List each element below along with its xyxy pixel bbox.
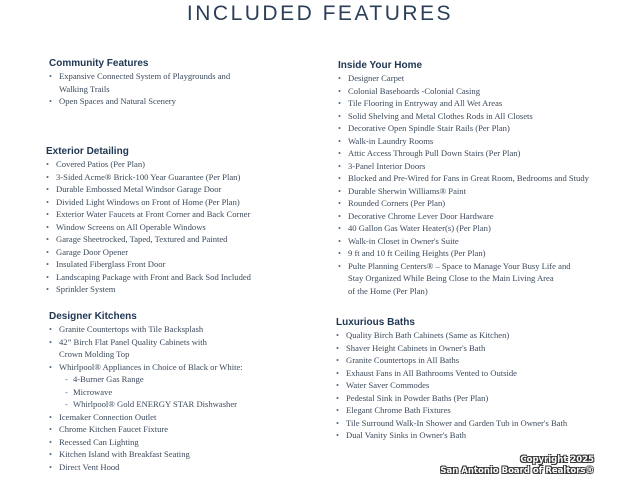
list-item — [338, 247, 589, 260]
list-item-text: Tile Flooring in Entryway and All Wet Areas — [348, 98, 503, 108]
list-item — [49, 436, 243, 449]
list-item-text: Solid Shelving and Metal Clothes Rods in All Closets — [348, 110, 533, 121]
section-community-features — [49, 58, 230, 108]
list-item-text: Granite Countertops with Tile Backsplash — [59, 324, 204, 334]
list-item-text: Attic Access Through Pull Down Stairs (Per Plan) — [348, 148, 521, 158]
list-item — [336, 429, 567, 442]
list-item-text: Chrome Kitchen Faucet Fixture — [59, 424, 169, 434]
list-item — [46, 196, 251, 209]
feature-list — [46, 158, 251, 296]
list-item — [46, 233, 251, 246]
list-item-text: Window Screens on All Operable Windows — [56, 221, 206, 232]
list-item-text: Garage Door Opener — [56, 246, 129, 257]
list-item — [49, 423, 243, 436]
list-item — [336, 417, 567, 430]
list-item — [49, 336, 243, 361]
list-item-text: Dual Vanity Sinks in Owner's Bath — [346, 430, 467, 440]
list-item-text: Elegant Chrome Bath Fixtures — [346, 405, 451, 415]
list-item — [46, 158, 251, 171]
list-item — [49, 323, 243, 336]
list-item-text: Walk-in Laundry Rooms — [348, 135, 434, 146]
list-item-text: Icemaker Connection Outlet — [59, 411, 157, 422]
section-exterior-detailing — [46, 146, 251, 296]
page-title: INCLUDED FEATURES — [186, 2, 454, 25]
list-item — [338, 260, 589, 298]
list-item-text: Quality Birch Bath Cabinets (Same as Kitchen) — [346, 330, 510, 340]
list-item — [49, 70, 230, 95]
list-item-text: Decorative Open Spindle Stair Rails (Per Plan) — [348, 123, 510, 133]
list-item-text: Exhaust Fans in All Bathrooms Vented to Outside — [346, 367, 517, 378]
list-item-text: Covered Patios (Per Plan) — [56, 159, 146, 169]
feature-list — [336, 329, 567, 442]
list-item-text: 9 ft and 10 ft Ceiling Heights (Per Plan) — [348, 248, 486, 258]
section-inside-your-home — [338, 60, 589, 297]
list-item-text: Insulated Fiberglass Front Door — [56, 259, 166, 269]
section-heading: Luxurious Baths — [336, 317, 415, 328]
list-item-text: Pulte Planning Centers® – Space to Manage Your Busy Life and — [348, 260, 571, 271]
list-item-text: Landscaping Package with Front and Back Sod Included — [56, 271, 251, 282]
list-item — [336, 354, 567, 367]
list-item-text: Walking Trails — [59, 83, 110, 94]
section-designer-kitchens — [49, 311, 243, 473]
list-item-text: Whirlpool® Appliances in Choice of Black or White: — [59, 361, 243, 372]
section-heading: Community Features — [49, 58, 149, 69]
section-heading: Designer Kitchens — [49, 311, 137, 322]
list-item — [49, 373, 243, 386]
list-item — [338, 97, 589, 110]
list-item — [49, 361, 243, 374]
list-item — [336, 329, 567, 342]
list-item-text: Walk-in Closet in Owner's Suite — [348, 235, 459, 246]
list-item-text: Water Saver Commodes — [346, 380, 430, 390]
section-luxurious-baths — [336, 317, 567, 442]
list-item — [338, 185, 589, 198]
list-item — [338, 160, 589, 173]
list-item-text: Rounded Corners (Per Plan) — [348, 198, 446, 208]
list-item — [338, 110, 589, 123]
list-item — [338, 222, 589, 235]
list-item-text: Direct Vent Hood — [59, 461, 120, 472]
list-item-text: Tile Surround Walk-In Shower and Garden Tub in Owner's Bath — [346, 417, 568, 428]
list-item-text: Divided Light Windows on Front of Home (Per Plan) — [56, 196, 240, 207]
copyright-notice — [440, 455, 594, 476]
list-item — [49, 461, 243, 474]
list-item — [336, 342, 567, 355]
list-item — [46, 271, 251, 284]
list-item-text: Kitchen Island with Breakfast Seating — [59, 449, 190, 459]
list-item — [336, 367, 567, 380]
list-item-text: of the Home (Per Plan) — [348, 285, 428, 296]
list-item-text: Pedestal Sink in Powder Baths (Per Plan) — [346, 392, 489, 403]
list-item-text: 40 Gallon Gas Water Heater(s) (Per Plan) — [348, 223, 491, 233]
list-item — [46, 171, 251, 184]
list-item-text: Open Spaces and Natural Scenery — [59, 96, 176, 106]
list-item — [338, 210, 589, 223]
list-item-text: 4-Burner Gas Range — [73, 374, 144, 384]
list-item — [338, 72, 589, 85]
list-item-text: Decorative Chrome Lever Door Hardware — [348, 210, 494, 221]
feature-list — [338, 72, 589, 297]
list-item — [338, 197, 589, 210]
list-item-text: Expansive Connected System of Playgrounds and — [59, 71, 231, 81]
list-item-text: 3-Sided Acme® Brick-100 Year Guarantee (Per Plan) — [56, 171, 241, 182]
list-item-text: Colonial Baseboards -Colonial Casing — [348, 85, 480, 96]
list-item — [336, 379, 567, 392]
list-item-text: Sprinkler System — [56, 284, 116, 294]
list-item — [336, 404, 567, 417]
list-item — [49, 386, 243, 399]
list-item — [338, 85, 589, 98]
list-item — [46, 283, 251, 296]
list-item-text: Exterior Water Faucets at Front Corner and Back Corner — [56, 209, 251, 219]
list-item-text: Durable Embossed Metal Windsor Garage Door — [56, 184, 222, 194]
list-item-text: 42” Birch Flat Panel Quality Cabinets with — [59, 336, 207, 347]
feature-list — [49, 323, 243, 473]
list-item — [46, 183, 251, 196]
list-item-text: Garage Sheetrocked, Taped, Textured and Painted — [56, 234, 228, 244]
section-heading: Exterior Detailing — [46, 146, 129, 157]
list-item-text: Shaver Height Cabinets in Owner's Bath — [346, 342, 486, 353]
list-item-text: Blocked and Pre-Wired for Fans in Great Room, Bedrooms and Study — [348, 173, 589, 183]
copyright-line: Copyright 2025 — [520, 455, 594, 465]
list-item — [338, 172, 589, 185]
list-item-text: Whirlpool® Gold ENERGY STAR Dishwasher — [73, 399, 238, 409]
list-item — [49, 95, 230, 108]
list-item-text: Stay Organized While Being Close to the Main Living Area — [348, 273, 554, 283]
list-item — [46, 258, 251, 271]
list-item — [46, 208, 251, 221]
list-item — [49, 448, 243, 461]
list-item — [336, 392, 567, 405]
list-item — [338, 135, 589, 148]
list-item-text: 3-Panel Interior Doors — [348, 160, 426, 171]
list-item-text: Microwave — [73, 386, 113, 397]
list-item — [46, 246, 251, 259]
feature-list — [49, 70, 230, 108]
list-item — [46, 221, 251, 234]
list-item-text: Crown Molding Top — [59, 349, 130, 359]
list-item — [49, 398, 243, 411]
list-item — [338, 122, 589, 135]
list-item — [338, 235, 589, 248]
list-item-text: Granite Countertops in All Baths — [346, 355, 460, 365]
list-item — [338, 147, 589, 160]
section-heading: Inside Your Home — [338, 60, 423, 71]
list-item-text: Durable Sherwin Williams® Paint — [348, 185, 466, 196]
copyright-line: San Antonio Board of Realtors® — [440, 465, 594, 476]
list-item-text: Designer Carpet — [348, 73, 405, 83]
list-item-text: Recessed Can Lighting — [59, 436, 139, 447]
list-item — [49, 411, 243, 424]
